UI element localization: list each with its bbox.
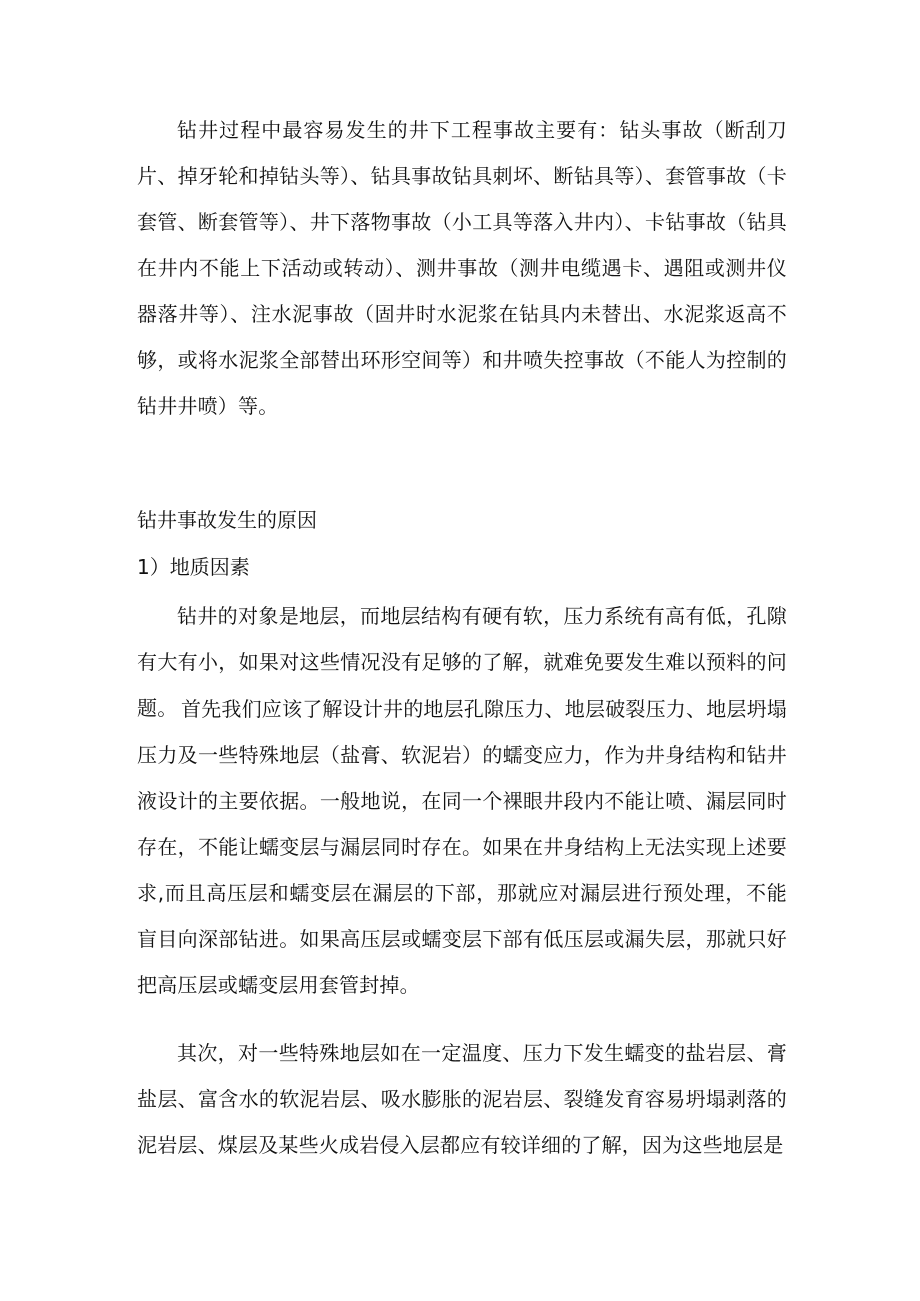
pressure-paragraph: 首先我们应该了解设计井的地层孔隙压力、地层破裂压力、地层坍塌压力及一些特殊地层（盐膏、软泥岩）的蠕变应力，作为井身结构和钻井液设计的主要依据。一般地说，在同一个裸眼井段内不能让喷、漏层同时存在，不能让蠕变层与漏层同时存在。如果在井身结构上无法实现上述要求,而且高压层和蠕变层在漏层的下部，那就应对漏层进行预处理，不能盲目向深部钻进。如果高压层或蠕变层下部有低压层或漏失层，那就只好把高压层或蠕变层用套管封掉。 — [137, 697, 787, 997]
special-formation-paragraph: 其次，对一些特殊地层如在一定温度、压力下发生蠕变的盐岩层、膏盐层、富含水的软泥岩层、吸水膨胀的泥岩层、裂缝发育容易坍塌剥落的泥岩层、煤层及某些火成岩侵入层都应有较详细的了解，因为这些地层是 — [137, 1041, 787, 1157]
intro-paragraph: 钻井过程中最容易发生的井下工程事故主要有：钻头事故（断刮刀片、掉牙轮和掉钻头等）、钻具事故钻具刺坏、断钻具等）、套管事故（卡套管、断套管等）、井下落物事故（小工具等落入井内）、卡钻事故（钻具在井内不能上下活动或转动）、测井事故（测井电缆遇卡、遇阻或测井仪器落井等）、注水泥事故（固井时水泥浆在钻具内未替出、水泥浆返高不够，或将水泥浆全部替出环形空间等）和井喷失控事故（不能人为控制的钻井井喷）等。 — [137, 118, 787, 418]
geology-paragraph: 钻井的对象是地层，而地层结构有硬有软，压力系统有高有低，孔隙有大有小，如果对这些情况没有足够的了解，就难免要发生难以预料的问题。 — [137, 604, 787, 720]
section-heading: 钻井事故发生的原因 — [137, 508, 317, 532]
subsection-heading: 1）地质因素 — [137, 555, 250, 579]
